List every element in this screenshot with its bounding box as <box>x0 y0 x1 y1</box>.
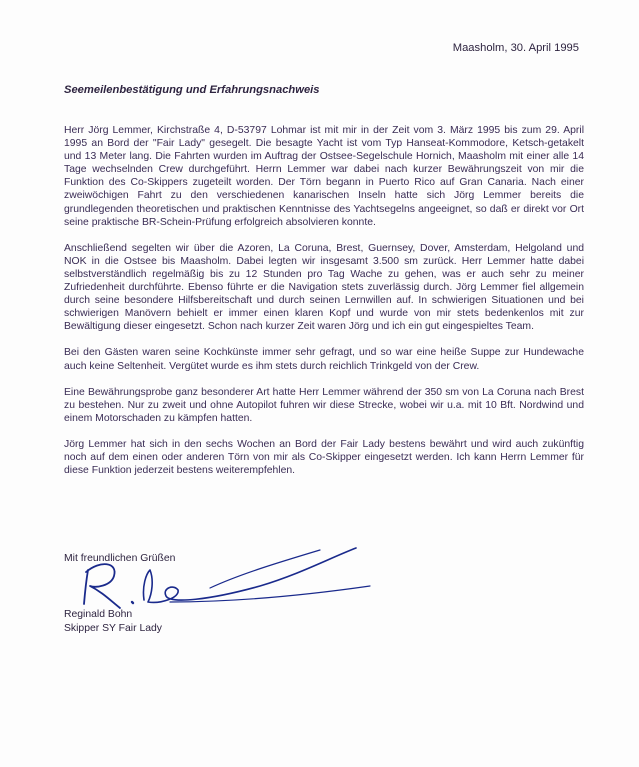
signer-name: Reginald Bohn <box>64 609 133 620</box>
paragraph: Bei den Gästen waren seine Kochkünste immer sehr gefragt, und so war eine heiße Suppe zur Hundewache auch keine Seltenheit. Vergütet wurde es ihm stets durch reichlich Trinkgeld von der Crew. <box>64 347 584 372</box>
paragraph: Jörg Lemmer hat sich in den sechs Wochen an Bord der Fair Lady bestens bewährt und wird auch zukünftig noch auf dem einen oder anderen Törn von mir als Co-Skipper eingesetzt werden. Ich kann Herrn Lemmer für diese Funktion jederzeit bestens weiterempfehlen. <box>64 438 584 477</box>
paragraph: Herr Jörg Lemmer, Kirchstraße 4, D-53797 Lohmar ist mit mir in der Zeit vom 3. März 1995 bis zum 29. April 1995 an Bord der "Fair Lady" gesegelt. Die besagte Yacht ist vom Typ Hanseat-Kommodore, Ketsch-getakelt und 13 Meter lang. Die Fahrten wurden im Auftrag der Ostsee-Segelschule Hornich, Maasholm mit einer alle 14 Tage wechselnden Crew durchgeführt. Herrn Lemmer war dabei nach kurzer Bewährungszeit von mir die Funktion des Co-Skippers zugeteilt worden. Der Törn begann in Puerto Rico auf Gran Canaria. Nach einer zweiwöchigen Fahrt zu den verschiedenen kanarischen Inseln hatte sich Jörg Lemmer bereits die grundlegenden theoretischen und praktischen Kenntnisse des Yachtsegelns angeeignet, so daß er direkt vor Ort seine praktische BR-Schein-Prüfung erfolgreich absolvieren konnte. <box>64 125 584 228</box>
letter-body <box>64 124 584 490</box>
place-date: Maasholm, 30. April 1995 <box>452 42 579 54</box>
letter-subject: Seemeilenbestätigung und Erfahrungsnachweis <box>64 84 320 96</box>
paragraph: Eine Bewährungsprobe ganz besonderer Art hatte Herr Lemmer während der 350 sm von La Coruna nach Brest zu bestehen. Nur zu zweit und ohne Autopilot fuhren wir diese Strecke, wobei wir u.a. mit 10 Bft. Nordwind und einem Motorschaden zu kämpfen hatten. <box>64 386 584 424</box>
closing-salutation: Mit freundlichen Grüßen <box>64 553 176 564</box>
signer-title: Skipper SY Fair Lady <box>64 623 162 634</box>
signer-block <box>64 608 162 636</box>
paragraph: Anschließend segelten wir über die Azoren, La Coruna, Brest, Guernsey, Dover, Amsterdam, Helgoland und NOK in die Ostsee bis Maasholm. Dabei legten wir insgesamt 3.500 sm zurück. Herr Lemmer hatte dabei selbstverständlich regelmäßig bis zu 12 Stunden pro Tag Wache zu gehen, was er auch sehr zu meiner Zufriedenheit durchführte. Ebenso führte er die Navigation stets zuverlässig durch. Jörg Lemmer fiel allgemein durch seine besondere Hilfsbereitschaft und durch seinen Lernwillen auf. In schwierigen Situationen und bei schwierigen Manövern behielt er immer einen klaren Kopf und wurde von mir stets bedenkenlos mit zur Bewältigung dieser eingesetzt. Schon nach kurzer Zeit waren Jörg und ich ein gut eingespieltes Team. <box>64 242 584 333</box>
